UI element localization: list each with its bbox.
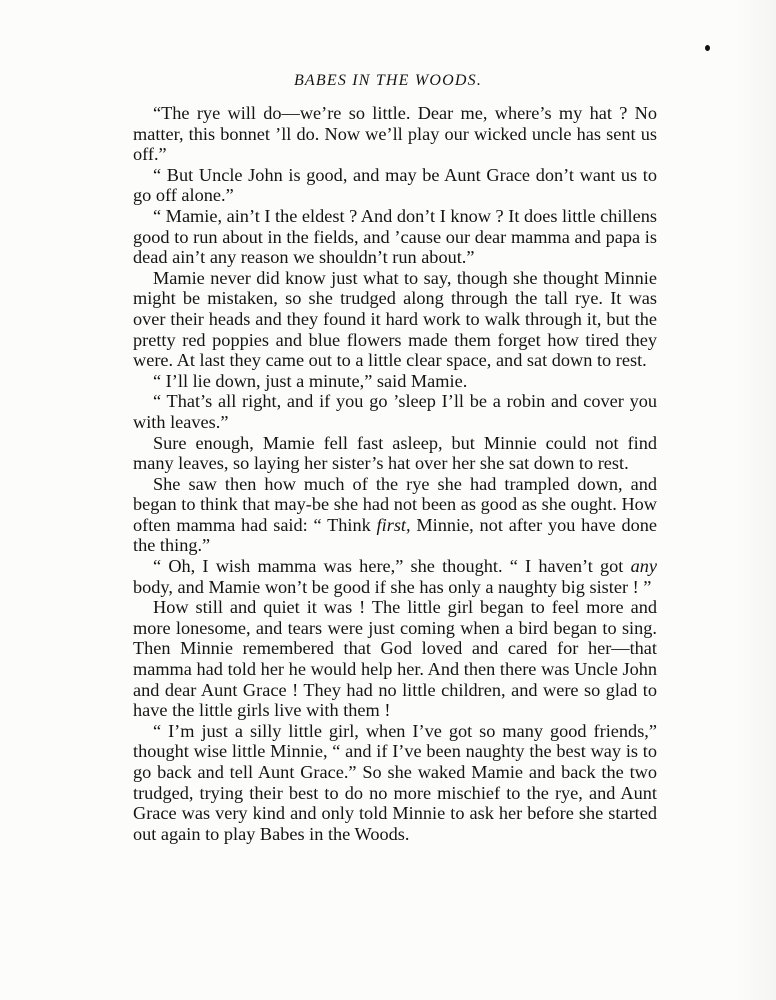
- text-run: How still and quiet it was ! The little girl began to feel more and more lonesome, and tears were just coming when a bird began to sing. Then Minnie remembered that God loved and cared for her—that mamma had told her he would help her. And then there was Uncle John and dear Aunt Grace ! They had no little children, and were so glad to have the little girls live with them !: [133, 597, 657, 721]
- text-run: Sure enough, Mamie fell fast asleep, but Minnie could not find many leaves, so laying her sister’s hat over her she sat down to rest.: [133, 432, 657, 474]
- paragraph: [133, 268, 657, 371]
- text-run: “ But Uncle John is good, and may be Aunt Grace don’t want us to go off alone.”: [133, 164, 657, 206]
- paragraph: [133, 206, 657, 268]
- text-run: “ Oh, I wish mamma was here,” she thought. “ I haven’t got: [153, 556, 631, 577]
- running-head: BABES IN THE WOODS.: [293, 72, 483, 89]
- text-run: Minnie, not after you have done the thing.”: [133, 514, 657, 556]
- text-run: “ That’s all right, and if you go ’sleep I’ll be a robin and cover you with leaves.”: [133, 391, 657, 432]
- paragraph: [133, 433, 657, 474]
- text-run: “ I’m just a silly little girl, when I’ve got so many good friends,” thought wise little Minnie, “ and if I’ve been naughty the best way is to go back and tell Aunt Grace.” So she waked Mamie and back the two trudged, trying their best to do no more mischief to the rye, and Aunt Grace was very kind and only told Minnie to ask her before she started out again to play Babes in the Woods.: [133, 720, 657, 844]
- text-run: body, and Mamie won’t be good if she has only a naughty big sister ! ”: [133, 576, 652, 597]
- paragraph: [133, 103, 657, 165]
- paragraph: [133, 165, 657, 206]
- text-run: Mamie never did know just what to say, though she thought Minnie might be mistaken, so she trudged along through the tall rye. It was over their heads and they found it hard work to walk through it, but the pretty red poppies and blue flowers made them forget how tired they were. At last they came out to a little clear space, and sat down to rest.: [133, 267, 657, 371]
- ink-speck: [705, 45, 710, 51]
- paragraph: [133, 597, 657, 721]
- text-run: “ I’ll lie down, just a minute,” said Mamie.: [153, 370, 468, 391]
- body-text: [133, 103, 657, 844]
- emphasized-text: any: [630, 556, 657, 577]
- paragraph: [133, 556, 657, 597]
- text-run: “The rye will do—we’re so little. Dear me, where’s my hat ? No matter, this bonnet ’ll do. Now we’ll play our wicked uncle has sent us off.”: [133, 103, 657, 165]
- text-run: She saw then how much of the rye she had trampled down, and began to think that may-be she had not been as good as she ought. How often mamma had said: “ Think: [133, 473, 657, 535]
- paragraph: [133, 391, 657, 432]
- paragraph: [133, 371, 657, 392]
- paragraph: [133, 474, 657, 556]
- emphasized-text: first,: [376, 514, 411, 535]
- paragraph: [133, 721, 657, 845]
- text-run: “ Mamie, ain’t I the eldest ? And don’t I know ? It does little chillens good to run about in the fields, and ’cause our dear mamma and papa is dead ain’t any reason we shouldn’t run about.”: [133, 205, 657, 268]
- page-edge-shadow: [736, 0, 776, 1000]
